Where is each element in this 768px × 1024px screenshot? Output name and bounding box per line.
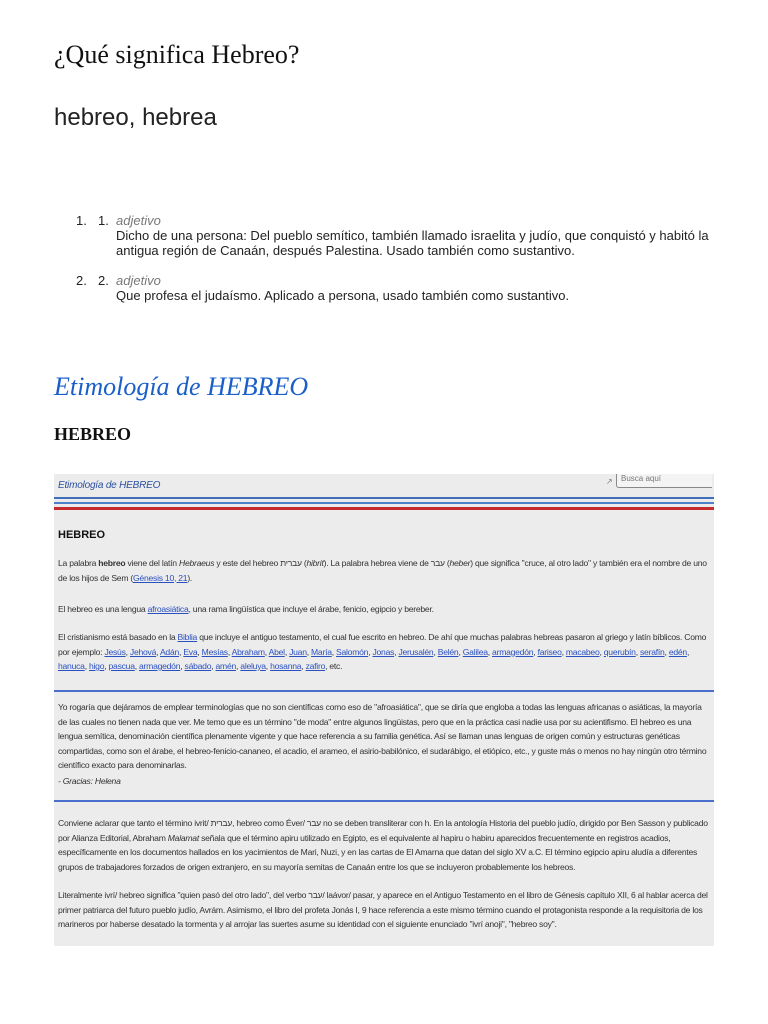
word-link[interactable]: María [311,646,332,657]
etymology-subheading: HEBREO [54,424,132,444]
word-link[interactable]: Jerusalén [398,646,434,657]
signature: - Gracias: Helena [58,776,121,786]
search-icon: ↗ [606,477,613,486]
word-link[interactable]: Adán [159,646,180,657]
paragraph: El hebreo es una lengua afroasiática, una rama lingüística que incluye el árabe, fenicio, egipcio y bereber. [58,604,434,614]
word-link[interactable]: Salomón [336,646,369,657]
divider [54,800,714,802]
word-link[interactable]: zafiro [305,661,326,671]
divider [54,497,714,499]
divider [54,502,714,504]
etymology-screenshot [54,474,714,946]
link-biblia[interactable]: Biblia [177,632,198,642]
etymology-heading: Etimología de HEBREO [54,372,309,401]
word-link[interactable]: hanuca [58,661,85,671]
paragraph: Conviene aclarar que tanto el término ivrit/ עברית, hebreo como Éver/ עבר no se deben transliterar con h. En la antología Historia del pueblo judío, dirigido por Ben Sasson y publicado por Alianza Editorial, Abraham Malamat señala que el término apiru utilizado en Egipto, es el equivalente al hapiru o habiru aparecidos frecuentemente en registros acadios, específicamente en los documentos hallados en los yacimientos de Mari, Nuzi, y en las cartas de El Amarna que datan del siglo XV a.C. El término egipcio apiru aludía a diferentes grupos de trabajadores forzados de origen extranjero, en su mayoría semitas de Canaán entre los que se incluyeron probablemente los hebreos. [58,818,708,872]
screenshot-header: Etimología de HEBREO [58,480,161,491]
word-link[interactable]: macabeo [565,646,600,657]
definition-number: 1. [76,213,87,228]
word-link-list: Jesús, Jehová, Adán, Eva, Mesías, Abraham, Abel, Juan, María, Salomón, Jonas, Jerusalén, Belén, Galilea, armagedón, fariseo, macabeo, querubín, serafín, edén, hanuca, higo, pascua, armagedón, sábado, amén, aleluya, hosanna, zafiro [58,646,690,671]
definition-number: 2. [76,273,87,288]
word-link[interactable]: Galilea [462,646,488,657]
word-link[interactable]: serafín [640,646,665,657]
word-link[interactable]: Jesús [104,646,126,657]
definition-item [76,273,726,303]
word-link[interactable]: armagedón [492,646,534,657]
definition-list [76,198,726,304]
word-link[interactable]: amén [215,661,237,671]
screenshot-heading: HEBREO [58,529,106,541]
page-title: ¿Qué significa Hebreo? [54,40,300,69]
paragraph: La palabra hebreo viene del latín Hebraeus y este del hebreo עברית (hibrit). La palabra hebrea viene de עבר (heber) que significa "cruce, al otro lado" y también era el nombre de uno de los hijos de Sem (Génesis 10, 21). [58,558,707,583]
word-link[interactable]: sábado [184,661,212,671]
definition-subnumber: 1. [98,213,109,228]
definition-text: Que profesa el judaísmo. Aplicado a persona, usado también como sustantivo. [116,288,570,303]
word-link[interactable]: edén [668,646,687,657]
word-link[interactable]: armagedón [139,661,181,671]
word-link[interactable]: Abel [268,646,285,657]
word-link[interactable]: higo [88,661,105,671]
word-link[interactable]: Jehová [129,646,157,657]
word-link[interactable]: Jonas [372,646,395,657]
word-link[interactable]: Abraham [231,646,265,657]
definition-item [76,213,726,258]
definition-text: Dicho de una persona: Del pueblo semítico, también llamado israelita y judío, que conquistó y habitó la antigua región de Canaán, después Palestina. Usado también como sustantivo. [116,228,709,258]
search-input[interactable]: Busca aquí [616,474,712,488]
definition-subnumber: 2. [98,273,109,288]
word-link[interactable]: Belén [437,646,459,657]
link-afroasiatica[interactable]: afroasiática [147,604,189,614]
paragraph: Literalmente ivrí/ hebreo significa "quien pasó del otro lado", del verbo עבר/ laávor/ pasar, y aparece en el Antiguo Testamento en el libro de Génesis capítulo XII, 6 al hablar acerca del primer patriarca del futuro pueblo judío, Avrám. Asimismo, el libro del profeta Jonás I, 9 hace referencia a este mismo término cuando el protagonista responde a la requisitoria de los marineros por haberse desatado la tormenta y al arrojar las suertes asume su identidad con el siguiente enunciado "ivrí anoji", "hebreo soy". [58,890,708,929]
word-link[interactable]: Mesías [201,646,228,657]
paragraph: El cristianismo está basado en la Biblia que incluye el antiguo testamento, el cual fue escrito en hebreo. De ahí que muchas palabras hebreas pasaron al griego y latín bíblicos. Como por ejemplo: Jesús, Jehová, Adán, Eva, Mesías, Abraham, Abel, Juan, María, Salomón, Jonas, Jerusalén, Belén, Galilea, armagedón, fariseo, macabeo, querubín, serafín, edén, hanuca, higo, pascua, armagedón, sábado, amén, aleluya, hosanna, zafiro, etc. [58,632,707,671]
word-link[interactable]: aleluya [240,661,266,671]
divider [54,690,714,692]
paragraph: Yo rogaría que dejáramos de emplear terminologías que no son científicas como eso de "afroasiática", que se diría que engloba a todas las lenguas africanas o asiáticas, la mayoría de las cuales no tienen nada que ver. Me temo que es un término "de moda" entre algunos lingüistas, pero que en la práctica casi nadie usa por su acientifismo. El hebreo es una lengua semítica, denominación científica plenamente vigente y que hace referencia a su familia genética. Así se llaman unas lenguas de origen común y estructuras genéticas compartidas, como son el árabe, el hebreo-fenicio-cananeo, el acadio, el arameo, el asirio-babilónico, el sudarábigo, el etiópico, etc., y guste más o menos no hay ningún otro término científico exacto para denominarlas. [58,702,707,770]
word-link[interactable]: fariseo [537,646,562,657]
part-of-speech: adjetivo [116,273,161,288]
divider [54,507,714,510]
word-link[interactable]: querubín [603,646,636,657]
word-link[interactable]: hosanna [270,661,302,671]
link-genesis[interactable]: Génesis 10, 21 [133,572,188,583]
word-link[interactable]: pascua [108,661,135,671]
word-link[interactable]: Eva [183,646,198,657]
word-link[interactable]: Juan [289,646,307,657]
headword: hebreo, hebrea [54,104,217,131]
part-of-speech: adjetivo [116,213,161,228]
